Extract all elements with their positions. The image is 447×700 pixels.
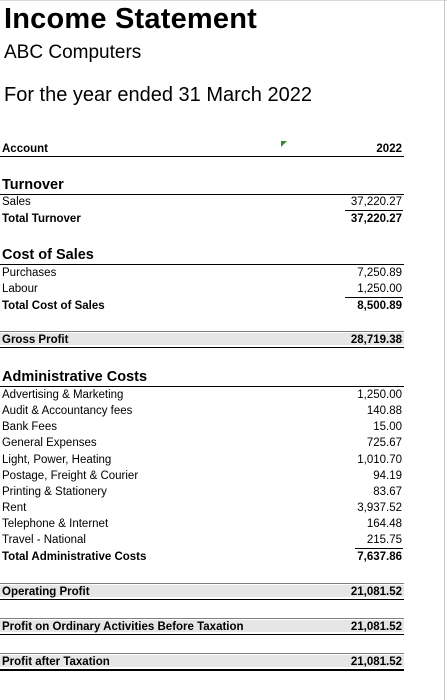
line-item-label: Sales	[2, 196, 31, 208]
total-label: Total Turnover	[2, 213, 81, 225]
company-name: ABC Computers	[4, 42, 142, 63]
cell-comment-marker	[281, 141, 287, 147]
line-item-label: Labour	[2, 283, 38, 295]
subtotal-rule	[345, 297, 403, 298]
line-item-label: Printing & Stationery	[2, 486, 107, 498]
line-item-value: 7,250.89	[357, 267, 402, 279]
line-item-value: 1,250.00	[357, 389, 402, 401]
profit-before-tax-bottom-rule	[0, 634, 404, 635]
total-label: Total Cost of Sales	[2, 300, 105, 312]
profit-before-tax-label: Profit on Ordinary Activities Before Taxation	[2, 621, 244, 633]
report-title: Income Statement	[4, 3, 257, 35]
header-underline	[0, 156, 404, 157]
line-item-value: 164.48	[366, 518, 402, 530]
line-item-label: Audit & Accountancy fees	[2, 405, 133, 417]
profit-after-tax-value: 21,081.52	[350, 656, 402, 668]
line-item-value: 83.67	[373, 486, 402, 498]
subtotal-rule	[345, 210, 403, 211]
total-value: 37,220.27	[350, 213, 402, 225]
line-item-label: Travel - National	[2, 534, 86, 546]
line-item-label: Light, Power, Heating	[2, 454, 112, 466]
line-item-value: 725.67	[366, 437, 402, 449]
operating-profit-value: 21,081.52	[350, 586, 402, 598]
operating-profit-label: Operating Profit	[2, 586, 90, 598]
report-period: For the year ended 31 March 2022	[4, 84, 312, 106]
turnover-title-rule	[0, 194, 404, 195]
line-item-value: 140.88	[366, 405, 402, 417]
sheet-right-border	[444, 0, 445, 700]
gross-profit-label: Gross Profit	[2, 334, 69, 346]
section-title-cost-of-sales: Cost of Sales	[2, 247, 94, 263]
line-item-label: Advertising & Marketing	[2, 389, 124, 401]
profit-after-tax-top-rule	[0, 653, 404, 654]
line-item-label: General Expenses	[2, 437, 97, 449]
total-value: 8,500.89	[357, 300, 402, 312]
cost-of-sales-title-rule	[0, 264, 404, 265]
line-item-value: 15.00	[373, 421, 402, 433]
operating-profit-bottom-rule	[0, 599, 404, 600]
line-item-label: Rent	[2, 502, 27, 514]
gross-profit-bottom-rule	[0, 347, 404, 348]
section-title-turnover: Turnover	[2, 177, 64, 193]
gross-profit-top-rule	[0, 331, 404, 332]
profit-after-tax-label: Profit after Taxation	[2, 656, 110, 668]
year-column-header: 2022	[376, 143, 402, 155]
line-item-label: Postage, Freight & Courier	[2, 470, 139, 482]
profit-before-tax-top-rule	[0, 618, 404, 619]
profit-before-tax-value: 21,081.52	[350, 621, 402, 633]
line-item-value: 37,220.27	[350, 196, 402, 208]
line-item-label: Purchases	[2, 267, 57, 279]
account-column-header: Account	[2, 143, 48, 155]
section-title-admin-costs: Administrative Costs	[2, 369, 148, 385]
admin-costs-title-rule	[0, 386, 404, 387]
line-item-value: 1,250.00	[357, 283, 402, 295]
line-item-label: Bank Fees	[2, 421, 57, 433]
total-label: Total Administrative Costs	[2, 551, 147, 563]
subtotal-rule	[355, 548, 403, 549]
profit-after-tax-double-rule	[0, 669, 404, 671]
operating-profit-top-rule	[0, 583, 404, 584]
line-item-value: 1,010.70	[357, 454, 402, 466]
line-item-label: Telephone & Internet	[2, 518, 109, 530]
total-value: 7,637.86	[357, 551, 402, 563]
line-item-value: 94.19	[373, 470, 402, 482]
line-item-value: 215.75	[366, 534, 402, 546]
gross-profit-value: 28,719.38	[350, 334, 402, 346]
line-item-value: 3,937.52	[357, 502, 402, 514]
